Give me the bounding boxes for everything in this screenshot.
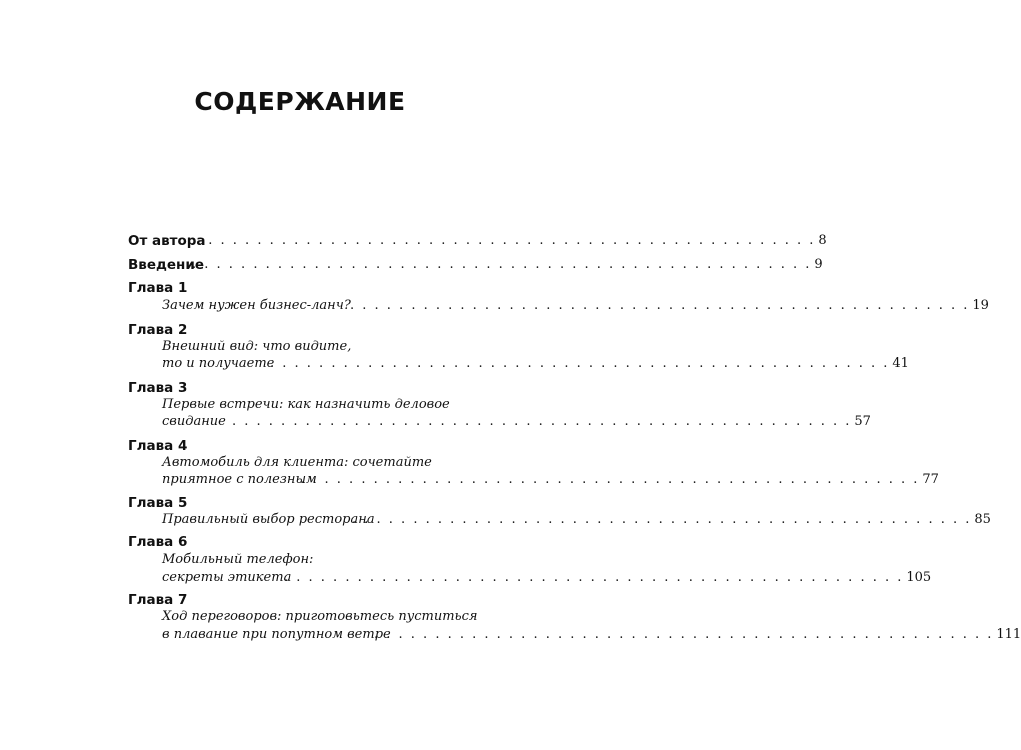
dot-leader: . . . . . . . . . . . . . . . . . . . . . . . . . . . . . . . . . . . . . . . . . . . . . . . . . . .	[270, 356, 890, 371]
chapter-label: Глава 2	[128, 322, 188, 338]
toc-entry-label: Введение	[128, 257, 204, 273]
page-number: 77	[922, 472, 939, 487]
dot-leader: . . . . . . . . . . . . . . . . . . . . . . . . . . . . . . . . . . . . . . . . . . . . . . . . . . .	[196, 233, 816, 248]
page-number: 57	[854, 414, 871, 429]
chapter-label: Глава 6	[128, 534, 188, 550]
chapter-title: Зачем нужен бизнес-ланч?	[162, 298, 351, 313]
page-number: 9	[814, 257, 823, 272]
chapter-title: приятное с полезным	[162, 472, 317, 487]
page-number: 8	[818, 233, 827, 248]
dot-leader: . . . . . . . . . . . . . . . . . . . . . . . . . . . . . . . . . . . . . . . . . . . . . . . . . . .	[300, 472, 920, 487]
chapter-title: то и получаете	[162, 356, 275, 371]
page-title: СОДЕРЖАНИЕ	[194, 87, 406, 116]
dot-leader: . . . . . . . . . . . . . . . . . . . . . . . . . . . . . . . . . . . . . . . . . . . . . . . . . . .	[352, 512, 972, 527]
dot-leader: . . . . . . . . . . . . . . . . . . . . . . . . . . . . . . . . . . . . . . . . . . . . . . . . . . .	[232, 414, 852, 429]
chapter-title: секреты этикета	[162, 570, 292, 585]
page-number: 41	[892, 356, 909, 371]
chapter-title: Правильный выбор ресторана	[162, 512, 375, 527]
chapter-label: Глава 3	[128, 380, 188, 396]
chapter-label: Глава 5	[128, 495, 188, 511]
dot-leader: . . . . . . . . . . . . . . . . . . . . . . . . . . . . . . . . . . . . . . . . . . . . . . . . . . .	[374, 627, 994, 642]
dot-leader: . . . . . . . . . . . . . . . . . . . . . . . . . . . . . . . . . . . . . . . . . . . . . . . . . . .	[192, 257, 812, 272]
chapter-label: Глава 1	[128, 280, 188, 296]
page-number: 19	[972, 298, 989, 313]
chapter-title: в плавание при попутном ветре	[162, 627, 391, 642]
page-number: 105	[906, 570, 932, 585]
dot-leader: . . . . . . . . . . . . . . . . . . . . . . . . . . . . . . . . . . . . . . . . . . . . . . . . . . .	[284, 570, 904, 585]
page-number: 85	[974, 512, 991, 527]
chapter-title: Внешний вид: что видите,	[162, 339, 352, 354]
dot-leader: . . . . . . . . . . . . . . . . . . . . . . . . . . . . . . . . . . . . . . . . . . . . . . . . . . .	[350, 298, 970, 313]
chapter-title: свидание	[162, 414, 226, 429]
chapter-label: Глава 4	[128, 438, 188, 454]
chapter-title: Автомобиль для клиента: сочетайте	[162, 455, 432, 470]
chapter-label: Глава 7	[128, 592, 188, 608]
chapter-title: Мобильный телефон:	[162, 552, 314, 567]
page-number: 111	[996, 627, 1021, 642]
chapter-title: Ход переговоров: приготовьтесь пуститься	[162, 609, 478, 624]
chapter-title: Первые встречи: как назначить деловое	[162, 397, 450, 412]
toc-entry-label: От автора	[128, 233, 206, 249]
